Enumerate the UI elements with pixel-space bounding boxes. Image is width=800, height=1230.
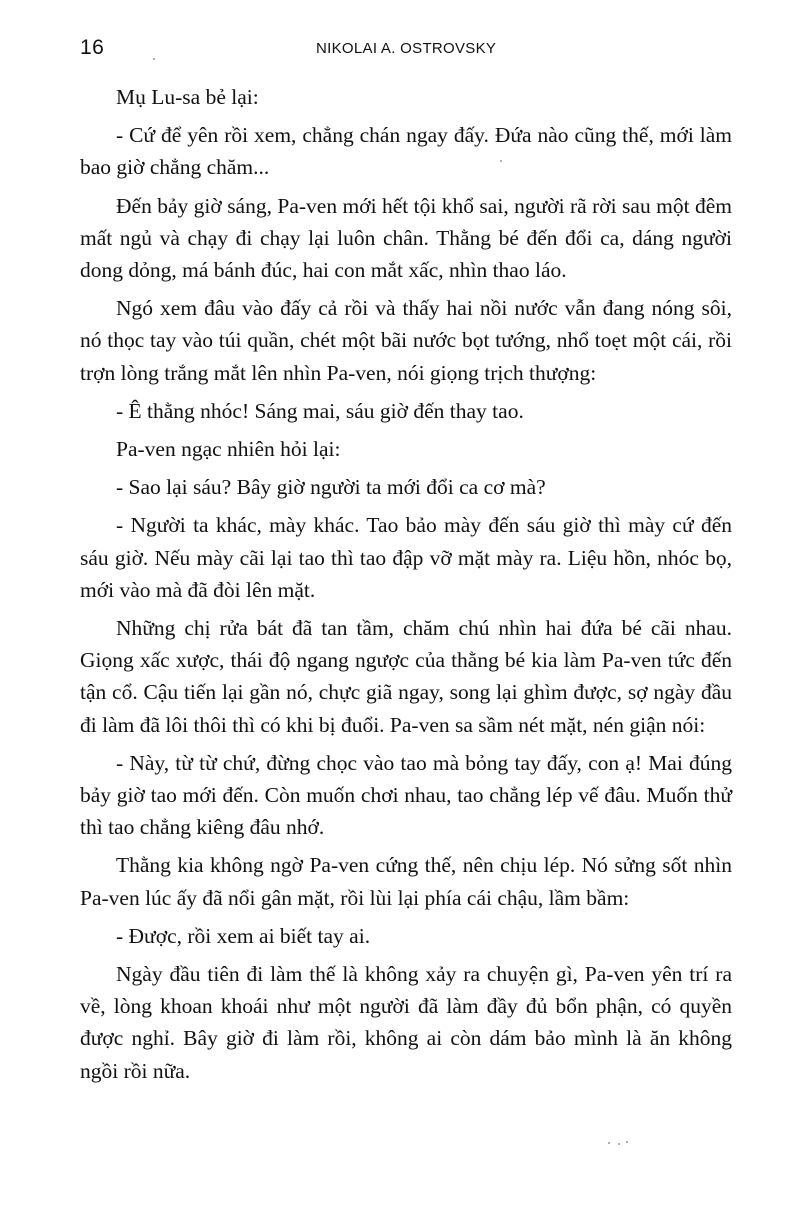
paragraph: Ngày đầu tiên đi làm thế là không xảy ra chuyện gì, Pa-ven yên trí ra về, lòng khoan khoái như một người đã làm đầy đủ bổn phận, có quyền được nghỉ. Bây giờ đi làm rồi, không ai còn dám bảo mình là ăn không ngồi rồi nữa. [80,962,732,1083]
paragraph: Những chị rửa bát đã tan tầm, chăm chú nhìn hai đứa bé cãi nhau. Giọng xấc xược, thái độ ngang ngược của thằng bé kia làm Pa-ven tức đến tận cổ. Cậu tiến lại gần nó, chực giã ngay, song lại ghìm được, sợ ngày đầu đi làm đã lôi thôi thì có khi bị đuổi. Pa-ven sa sầm nét mặt, nén giận nói: [80,616,732,737]
paragraph: Mụ Lu-sa bẻ lại: [116,85,259,109]
paragraph: Pa-ven ngạc nhiên hỏi lại: [116,437,341,462]
page-number: 16 [80,36,105,59]
paragraph: - Người ta khác, mày khác. Tao bảo mày đến sáu giờ thì mày cứ đến sáu giờ. Nếu mày cãi lại tao thì tao đập vỡ mặt mày ra. Liệu hồn, nhóc bọ, mới vào mà đã đòi lên mặt. [80,513,732,602]
page-header [80,36,730,66]
paragraph: - Này, từ từ chứ, đừng chọc vào tao mà bỏng tay đấy, con ạ! Mai đúng bảy giờ tao mới đến. Còn muốn chơi nhau, tao chẳng lép vế đâu. Muốn thử thì tao chẳng kiêng đâu nhớ. [80,750,732,840]
paragraph: Thằng kia không ngờ Pa-ven cứng thế, nên chịu lép. Nó sửng sốt nhìn Pa-ven lúc ấy đã nổi gân mặt, rồi lùi lại phía cái chậu, lầm bầm: [80,853,732,910]
body-text [80,81,732,1093]
paragraph: - Được, rồi xem ai biết tay ai. [116,923,371,948]
scan-speck [626,1141,628,1143]
running-head: NIKOLAI A. OSTROVSKY [316,40,497,57]
scan-speck [153,58,155,60]
paragraph: Ngó xem đâu vào đấy cả rồi và thấy hai nồi nước vẫn đang nóng sôi, nó thọc tay vào túi quần, chét một bãi nước bọt tướng, nhổ toẹt một cái, rồi trợn lòng trắng mắt lên nhìn Pa-ven, nói giọng trịch thượng: [80,296,732,385]
scan-speck [500,160,502,162]
paragraph: - Sao lại sáu? Bây giờ người ta mới đổi ca cơ mà? [116,475,546,500]
paragraph: - Cứ để yên rồi xem, chẳng chán ngay đấy. Đứa nào cũng thế, mới làm bao giờ chẳng chăm... [80,123,732,180]
scan-speck [608,1142,610,1144]
scan-speck [618,1143,620,1145]
paragraph: Đến bảy giờ sáng, Pa-ven mới hết tội khổ sai, người rã rời sau một đêm mất ngủ và chạy đi chạy lại luôn chân. Thằng bé đến đổi ca, dáng người dong dỏng, má bánh đúc, hai con mắt xấc, nhìn thao láo. [80,193,732,283]
paragraph: - Ê thằng nhóc! Sáng mai, sáu giờ đến thay tao. [116,398,524,423]
